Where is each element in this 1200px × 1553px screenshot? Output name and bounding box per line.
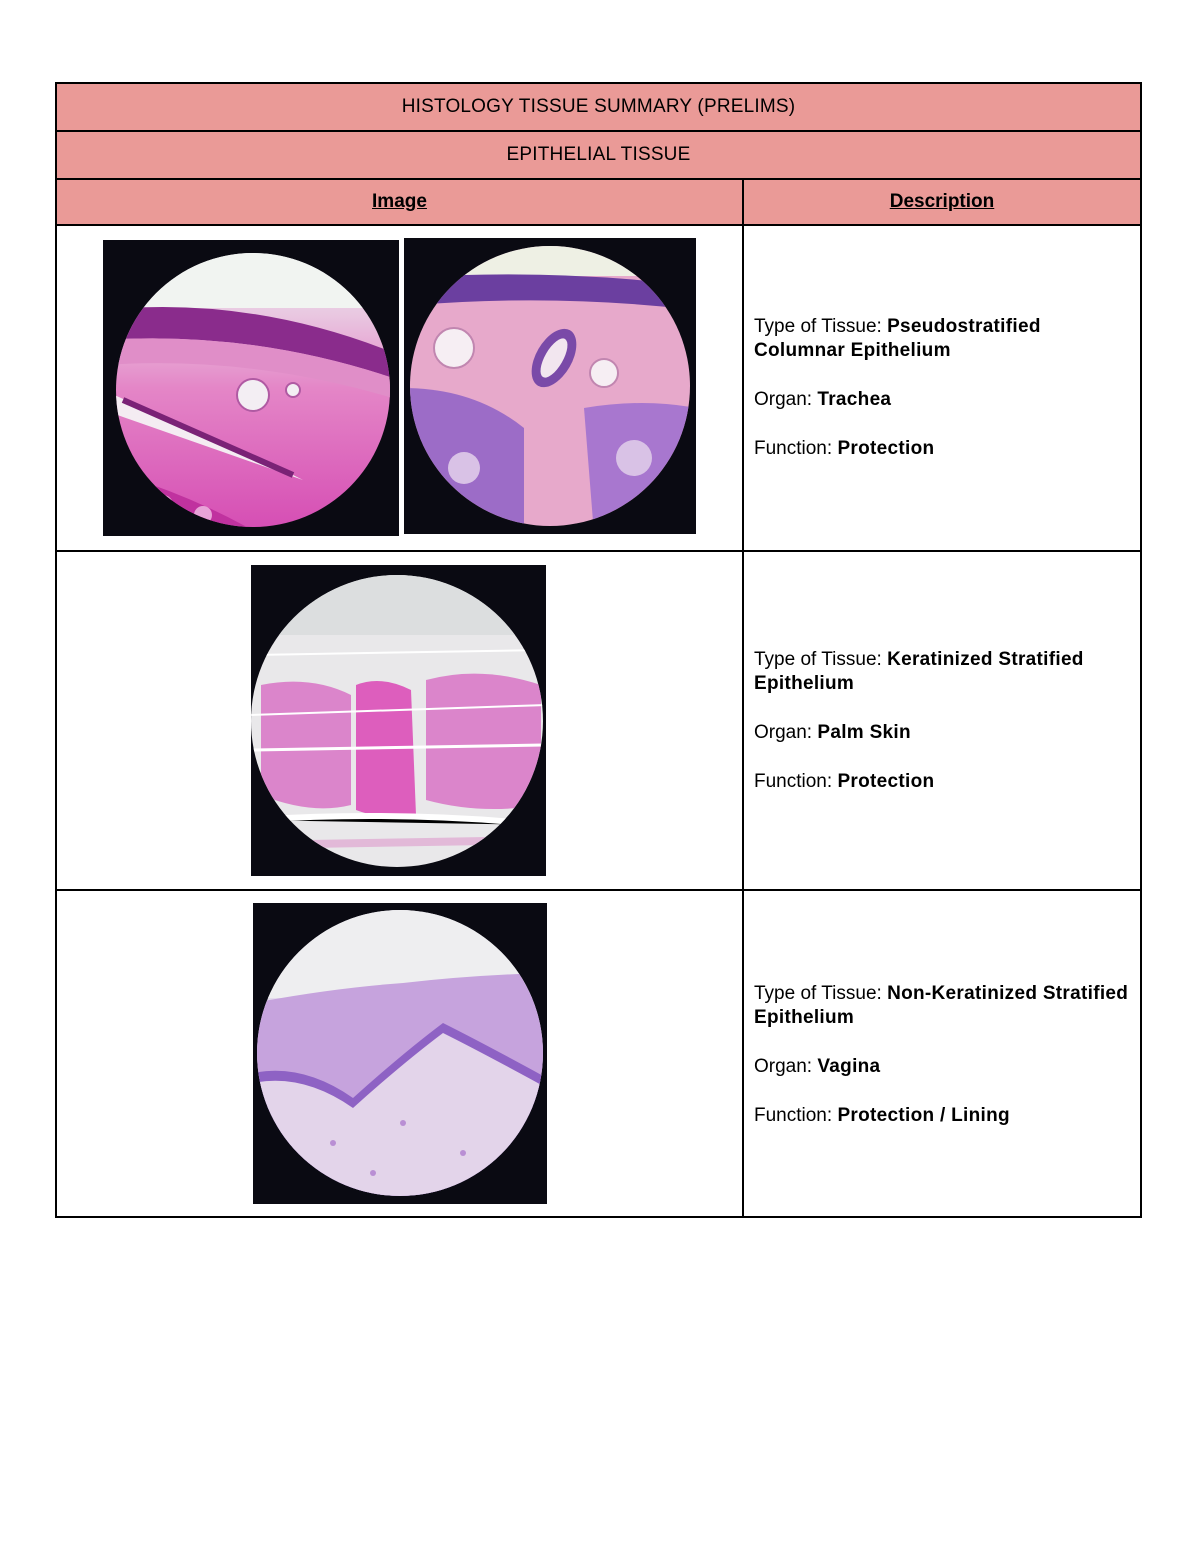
organ-name: Trachea [817, 389, 892, 410]
image-cell [57, 552, 744, 889]
tissue-type: Non-Keratinized Stratified Epithelium [754, 982, 1129, 1028]
document-title: HISTOLOGY TISSUE SUMMARY (PRELIMS) [57, 84, 1140, 132]
organ-label: Organ: [754, 1055, 818, 1077]
micrograph-trachea-1 [103, 240, 399, 536]
tissue-description [754, 315, 1130, 461]
tissue-function: Protection [837, 438, 935, 459]
tissue-type: Keratinized Stratified Epithelium [754, 648, 1084, 694]
tissue-description [754, 982, 1130, 1128]
description-cell [744, 226, 1140, 550]
organ-label: Organ: [754, 721, 818, 743]
function-label: Function: [754, 770, 838, 792]
function-label: Function: [754, 1104, 838, 1126]
description-cell [744, 552, 1140, 889]
micrograph-vagina [253, 903, 547, 1204]
type-label: Type of Tissue: [754, 316, 888, 337]
section-title: EPITHELIAL TISSUE [57, 132, 1140, 180]
organ-label: Organ: [754, 389, 818, 410]
micrograph-palm-skin [251, 565, 546, 876]
tissue-function: Protection / Lining [837, 1104, 1010, 1126]
organ-name: Palm Skin [817, 721, 911, 743]
description-cell [744, 891, 1140, 1218]
table-row [57, 226, 1140, 552]
function-label: Function: [754, 438, 838, 459]
organ-name: Vagina [817, 1055, 881, 1077]
image-cell [57, 226, 744, 550]
column-header-description: Description [744, 180, 1140, 226]
summary-table [55, 82, 1142, 1218]
tissue-function: Protection [837, 770, 935, 792]
tissue-description [754, 648, 1130, 794]
image-cell [57, 891, 744, 1218]
type-label: Type of Tissue: [754, 982, 888, 1004]
table-row [57, 552, 1140, 891]
tissue-type: Pseudostratified Columnar Epithelium [754, 316, 1041, 361]
micrograph-trachea-2 [404, 238, 696, 534]
table-row [57, 891, 1140, 1218]
column-header-image: Image [57, 180, 744, 226]
type-label: Type of Tissue: [754, 648, 888, 670]
